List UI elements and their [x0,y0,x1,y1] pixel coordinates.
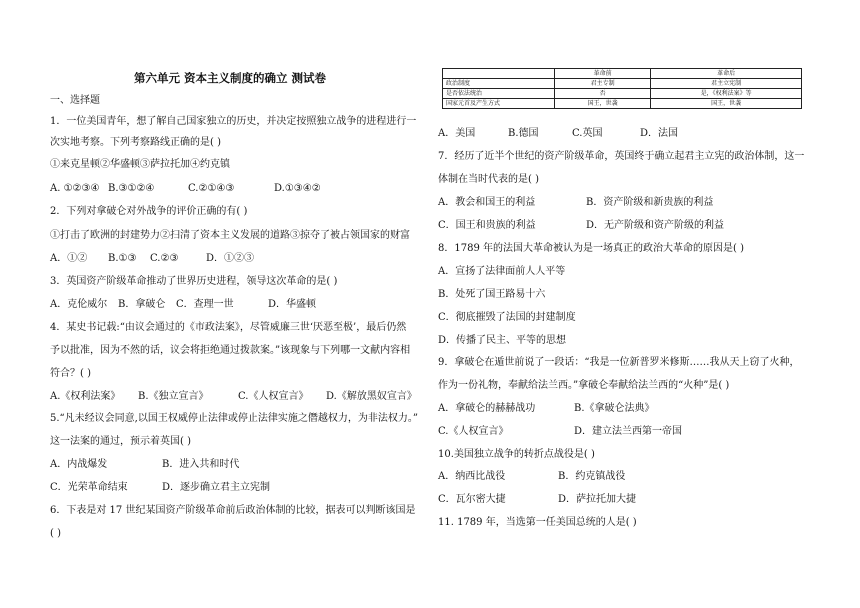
question-7-cont: 体制在当时代表的是( ) [438,174,539,185]
question-5-options-ab [50,459,239,471]
question-4-cont: 予以批准，因为不然的话，议会将拒绝通过拨款案。”该现象与下列哪一文献内容相 [50,345,411,356]
table-row [443,89,802,99]
question-5-options-cd [50,482,270,494]
option-c: C．查理一世 [176,299,234,310]
table-cell: 国王，世袭 [651,99,802,109]
option-b: B．进入共和时代 [162,459,240,470]
question-1: 1．一位美国青年，想了解自己国家独立的历史，并决定按照独立战争的进程进行一 [50,116,417,127]
question-3-options [50,299,316,311]
question-2-items: ①打击了欧洲的封建势力②扫清了资本主义发展的道路③掠夺了被占领国家的财富 [50,230,410,241]
option-d: D．逐步确立君主立宪制 [162,482,271,493]
option-c: C．光荣革命结束 [50,482,128,493]
table-cell: 国家元首及产生方式 [443,99,555,109]
question-9-cont: 作为一份礼物，奉献给法兰西。”拿破仑奉献给法兰西的“火种”是( ) [438,380,730,391]
option-b: B.①③ [108,253,137,264]
option-a: A．①② [50,253,88,264]
question-9-options-ab [438,403,655,415]
option-d: D．萨拉托加大捷 [558,494,637,505]
question-6-options [438,128,678,140]
question-8-option-b: B．处死了国王路易十六 [438,289,546,300]
option-d: D．法国 [640,128,679,139]
option-b: B.《独立宣言》 [138,391,209,402]
option-b: B.③①②④ [108,183,155,194]
question-4: 4．某史书记载:“由议会通过的《市政法案》，尽管威廉三世‘厌恶至极’，最后仍然 [50,322,407,333]
table-cell: 君主立宪制 [651,79,802,89]
table-cell: 革命后 [651,69,802,79]
question-7: 7．经历了近半个世纪的资产阶级革命，英国终于确立起君主立宪的政治体制，这一 [438,151,805,162]
question-6-cont: ( ) [50,528,61,539]
option-b: B．约克镇战役 [558,471,626,482]
question-10: 10.美国独立战争的转折点战役是( ) [438,449,595,460]
option-c: C．瓦尔密大捷 [438,494,506,505]
table-cell [443,69,555,79]
question-8-option-d: D．传播了民主、平等的思想 [438,335,567,346]
table-header-row [443,69,802,79]
question-4-options [50,391,417,403]
option-d: D．建立法兰西第一帝国 [574,426,683,437]
option-d: D．①②③ [206,253,255,264]
question-9-options-cd [438,426,682,438]
table-cell: 国王，世袭 [555,99,651,109]
question-1-cont: 次实地考察。下列考察路线正确的是( ) [50,137,221,148]
comparison-table [442,68,802,109]
question-9: 9．拿破仑在遁世前说了一段话：“我是一位新普罗米修斯……我从天上窃了火种， [438,357,800,368]
option-d: D.①③④② [274,183,321,194]
option-c: C．国王和贵族的利益 [438,220,536,231]
question-2: 2．下列对拿破仑对外战争的评价正确的有( ) [50,206,248,217]
page-title: 第六单元 资本主义制度的确立 测试卷 [134,71,327,85]
option-a: A．美国 [438,128,476,139]
option-d: D.《解放黑奴宣言》 [326,391,417,402]
question-6: 6．下表是对 17 世纪某国资产阶级革命前后政治体制的比较，据表可以判断该国是 [50,505,416,516]
question-1-options [50,183,321,195]
question-1-items: ①来克星顿②华盛顿③萨拉托加④约克镇 [50,159,230,170]
question-3: 3．英国资产阶级革命推动了世界历史进程，领导这次革命的是( ) [50,276,338,287]
section-heading: 一、选择题 [50,95,100,106]
table-cell: 是，《权利法案》等 [651,89,802,99]
table-cell: 否 [555,89,651,99]
question-7-options-cd [438,220,724,232]
question-10-options-ab [438,471,625,483]
option-a: A．教会和国王的利益 [438,197,536,208]
question-4-cont2: 符合？( ) [50,368,91,379]
question-7-options-ab [438,197,713,209]
option-b: B.《拿破仑法典》 [574,403,655,414]
option-a: A．内战爆发 [50,459,108,470]
question-5-cont: 这一法案的通过，预示着英国( ) [50,436,191,447]
question-5: 5.“凡未经议会同意,以国王权威停止法律或停止法律实施之僭越权力，为非法权力。” [50,413,418,424]
option-a: A. ①②③④ [50,183,100,194]
question-8-option-c: C．彻底摧毁了法国的封建制度 [438,312,576,323]
option-b: B．拿破仑 [118,299,166,310]
question-10-options-cd [438,494,636,506]
table-cell: 君主专制 [555,79,651,89]
option-c: C.《人权宣言》 [238,391,309,402]
option-a: A.《权利法案》 [50,391,121,402]
option-b: B.德国 [508,128,539,139]
table-cell: 政治制度 [443,79,555,89]
table-cell: 革命前 [555,69,651,79]
question-8: 8．1789 年的法国大革命被认为是一场真正的政治大革命的原因是( ) [438,243,744,254]
option-d: D．华盛顿 [268,299,317,310]
option-c: C.②③ [150,253,179,264]
option-b: B．资产阶级和新贵族的利益 [586,197,714,208]
table-cell: 是否依法统治 [443,89,555,99]
option-d: D．无产阶级和资产阶级的利益 [586,220,725,231]
question-8-option-a: A．宣扬了法律面前人人平等 [438,266,566,277]
table-row [443,99,802,109]
option-c: C.②①④③ [188,183,235,194]
table-row [443,79,802,89]
option-a: A．拿破仑的赫赫战功 [438,403,536,414]
option-a: A．纳西比战役 [438,471,506,482]
question-2-options [50,253,254,265]
option-c: C.《人权宣言》 [438,426,509,437]
question-11: 11. 1789 年，当选第一任美国总统的人是( ) [438,517,637,528]
option-a: A．克伦威尔 [50,299,108,310]
option-c: C.英国 [572,128,603,139]
